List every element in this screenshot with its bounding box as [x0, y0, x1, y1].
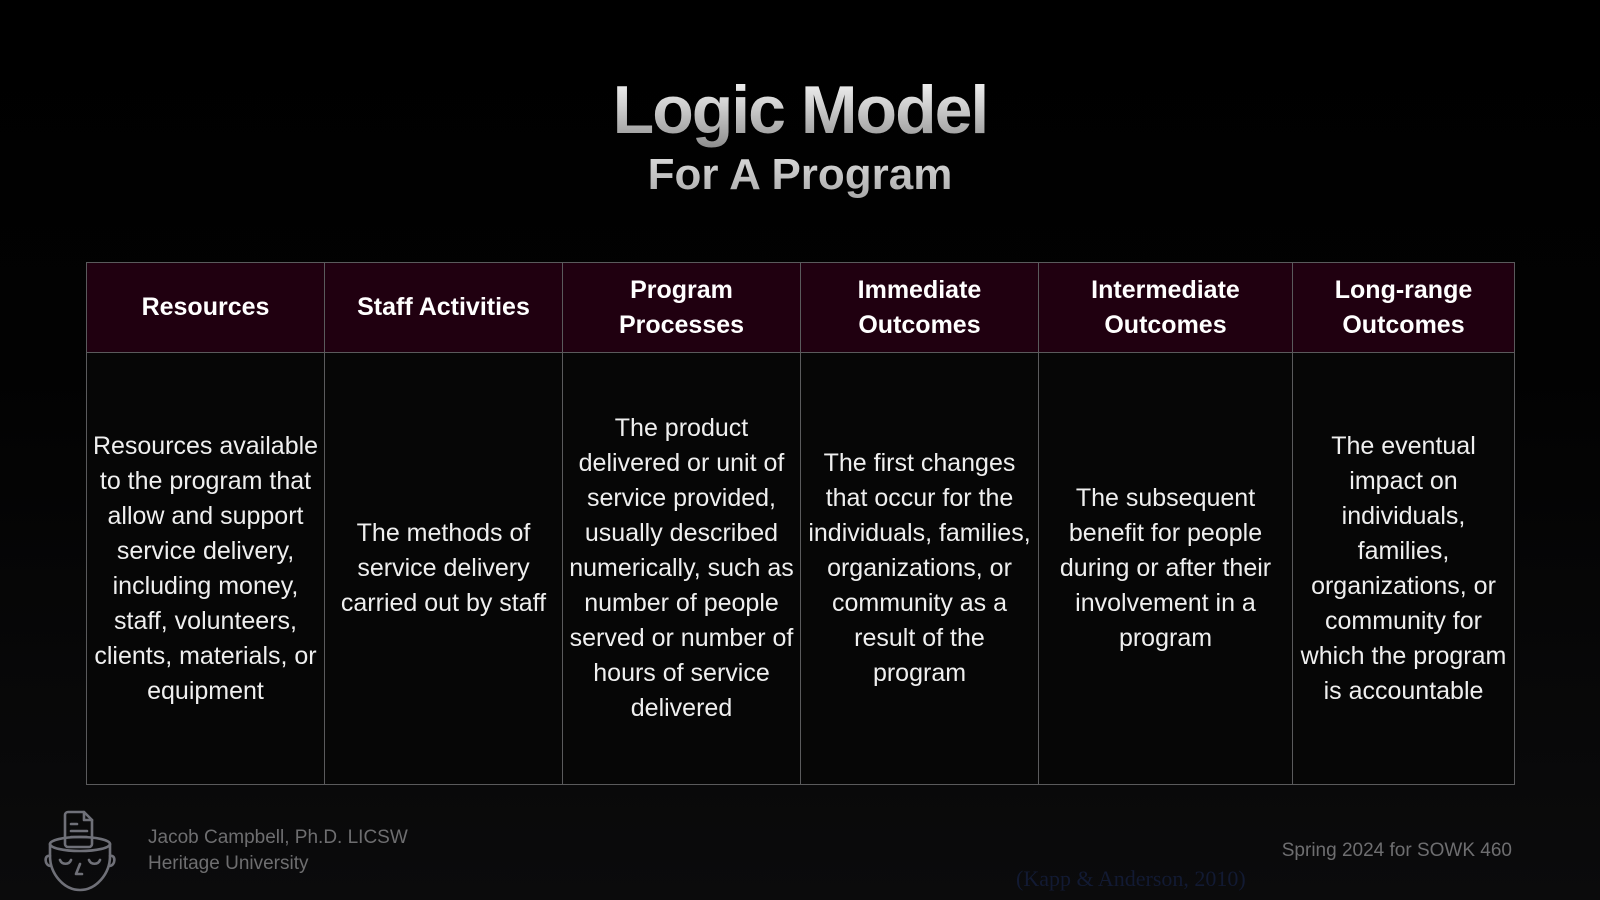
table-header-row [87, 263, 1515, 353]
header-resources: Resources [87, 263, 325, 353]
course-label: Spring 2024 for SOWK 460 [1281, 840, 1512, 861]
header-program-processes: Program Processes [563, 263, 801, 353]
cell-intermediate-outcomes: The subsequent benefit for people during or after their involvement in a program [1039, 353, 1293, 785]
cell-staff-activities: The methods of service delivery carried out by staff [325, 353, 563, 785]
table-row [87, 353, 1515, 785]
header-immediate-outcomes: Immediate Outcomes [801, 263, 1039, 353]
head-with-document-icon [44, 808, 116, 899]
citation: (Kapp & Anderson, 2010) [1016, 866, 1246, 891]
logic-model-table [86, 262, 1514, 785]
header-staff-activities: Staff Activities [325, 263, 563, 353]
cell-resources: Resources available to the program that allow and support service delivery, including money, staff, volunteers, clients, materials, or equipment [87, 353, 325, 785]
author-name: Jacob Campbell, Ph.D. LICSW [148, 826, 408, 848]
cell-long-range-outcomes: The eventual impact on individuals, families, organizations, or community for which the program is accountable [1293, 353, 1515, 785]
footer-author-block [44, 808, 408, 899]
header-intermediate-outcomes: Intermediate Outcomes [1039, 263, 1293, 353]
header-long-range-outcomes: Long-range Outcomes [1293, 263, 1515, 353]
cell-program-processes: The product delivered or unit of service provided, usually described numerically, such as number of people served or number of hours of service delivered [563, 353, 801, 785]
cell-immediate-outcomes: The first changes that occur for the individuals, families, organizations, or community as a result of the program [801, 353, 1039, 785]
slide-subtitle: For A Program [647, 150, 953, 199]
author-institution: Heritage University [148, 852, 309, 874]
slide-title: Logic Model [612, 72, 988, 148]
slide-header [0, 70, 1600, 200]
